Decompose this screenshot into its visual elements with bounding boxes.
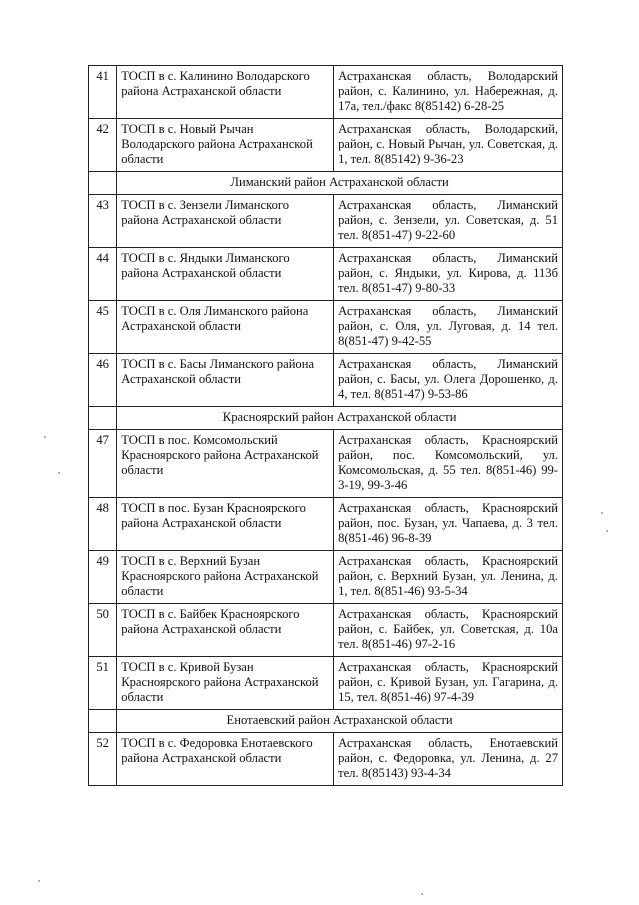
row-number: 47 (89, 430, 117, 498)
office-name: ТОСП в пос. Бузан Красноярского района Астраханской области (117, 498, 334, 551)
section-row (89, 710, 563, 733)
row-number: 43 (89, 195, 117, 248)
table-row (89, 604, 563, 657)
row-number: 49 (89, 551, 117, 604)
office-address: Астраханская область, Красноярский район, с. Кривой Бузан, ул. Гагарина, д. 15, тел. 8(851-46) 97-4-39 (334, 657, 563, 710)
office-name: ТОСП в с. Кривой Бузан Красноярского района Астраханской области (117, 657, 334, 710)
office-address: Астраханская область, Красноярский район, пос. Бузан, ул. Чапаева, д. 3 тел. 8(851-46) 96-8-39 (334, 498, 563, 551)
office-address: Астраханская область, Красноярский район, пос. Комсомольский, ул. Комсомольская, д. 55 тел. 8(851-46) 99-3-19, 99-3-46 (334, 430, 563, 498)
office-name: ТОСП в с. Зензели Лиманского района Астраханской области (117, 195, 334, 248)
office-name: ТОСП в с. Верхний Бузан Красноярского района Астраханской области (117, 551, 334, 604)
office-address: Астраханская область, Лиманский район, с. Оля, ул. Луговая, д. 14 тел. 8(851-47) 9-42-55 (334, 301, 563, 354)
scan-speck (38, 880, 40, 882)
office-address: Астраханская область, Лиманский район, с. Басы, ул. Олега Дорошенко, д. 4, тел. 8(851-47) 9-53-86 (334, 354, 563, 407)
row-number: 41 (89, 66, 117, 119)
scan-speck (58, 472, 60, 474)
section-heading: Красноярский район Астраханской области (117, 407, 563, 430)
office-name: ТОСП в с. Новый Рычан Володарского района Астраханской области (117, 119, 334, 172)
row-number: 45 (89, 301, 117, 354)
office-name: ТОСП в с. Яндыки Лиманского района Астраханской области (117, 248, 334, 301)
scan-speck (606, 530, 608, 532)
office-address: Астраханская область, Красноярский район, с. Верхний Бузан, ул. Ленина, д. 1, тел. 8(851-46) 93-5-34 (334, 551, 563, 604)
office-name: ТОСП в с. Федоровка Енотаевского района Астраханской области (117, 733, 334, 786)
scan-speck (601, 512, 603, 514)
office-address: Астраханская область, Красноярский район, с. Байбек, ул. Советская, д. 10а тел. 8(851-46) 97-2-16 (334, 604, 563, 657)
section-number-cell (89, 710, 117, 733)
row-number: 52 (89, 733, 117, 786)
row-number: 42 (89, 119, 117, 172)
registry-table (88, 65, 563, 786)
office-address: Астраханская область, Володарский район, с. Калинино, ул. Набережная, д. 17а, тел./факс 8(85142) 6-28-25 (334, 66, 563, 119)
registry-table-body (89, 66, 563, 786)
office-address: Астраханская область, Володарский, район, с. Новый Рычан, ул. Советская, д. 1, тел. 8(85142) 9-36-23 (334, 119, 563, 172)
office-name: ТОСП в пос. Комсомольский Красноярского района Астраханской области (117, 430, 334, 498)
table-row (89, 195, 563, 248)
table-row (89, 248, 563, 301)
scan-speck (421, 893, 423, 895)
section-number-cell (89, 172, 117, 195)
table-row (89, 498, 563, 551)
table-row (89, 119, 563, 172)
scan-speck (44, 436, 46, 438)
row-number: 44 (89, 248, 117, 301)
office-address: Астраханская область, Лиманский район, с. Яндыки, ул. Кирова, д. 113б тел. 8(851-47) 9-80-33 (334, 248, 563, 301)
office-name: ТОСП в с. Байбек Красноярского района Астраханской области (117, 604, 334, 657)
section-heading: Лиманский район Астраханской области (117, 172, 563, 195)
table-row (89, 354, 563, 407)
table-row (89, 551, 563, 604)
table-row (89, 66, 563, 119)
section-heading: Енотаевский район Астраханской области (117, 710, 563, 733)
office-name: ТОСП в с. Оля Лиманского района Астраханской области (117, 301, 334, 354)
office-address: Астраханская область, Енотаевский район, с. Федоровка, ул. Ленина, д. 27 тел. 8(85143) 93-4-34 (334, 733, 563, 786)
table-row (89, 430, 563, 498)
office-name: ТОСП в с. Калинино Володарского района Астраханской области (117, 66, 334, 119)
table-row (89, 733, 563, 786)
row-number: 50 (89, 604, 117, 657)
office-address: Астраханская область, Лиманский район, с. Зензели, ул. Советская, д. 51 тел. 8(851-47) 9-22-60 (334, 195, 563, 248)
row-number: 48 (89, 498, 117, 551)
office-name: ТОСП в с. Басы Лиманского района Астраханской области (117, 354, 334, 407)
section-row (89, 172, 563, 195)
section-row (89, 407, 563, 430)
row-number: 51 (89, 657, 117, 710)
row-number: 46 (89, 354, 117, 407)
table-row (89, 657, 563, 710)
table-row (89, 301, 563, 354)
section-number-cell (89, 407, 117, 430)
